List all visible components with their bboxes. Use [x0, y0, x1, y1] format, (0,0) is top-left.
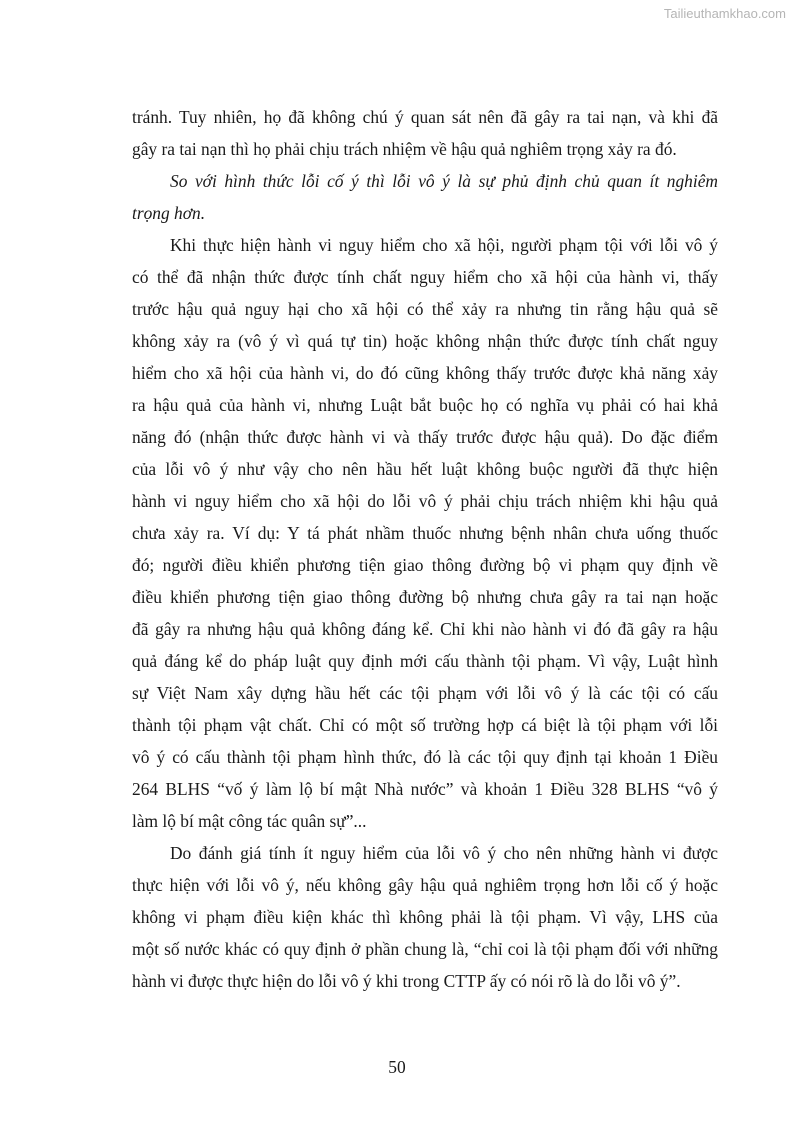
text-line: đã gây ra nhưng hậu quả không đáng kể. Chỉ khi nào hành vi đó đã gây ra hậu [132, 619, 718, 639]
text-line: Khi thực hiện hành vi nguy hiểm cho xã hội, người phạm tội với lỗi vô ý [170, 235, 718, 255]
text-line: điều khiển phương tiện giao thông đường bộ nhưng chưa gây ra tai nạn hoặc [132, 587, 718, 607]
text-line: So với hình thức lỗi cố ý thì lỗi vô ý là sự phủ định chủ quan ít nghiêm [170, 171, 718, 191]
watermark: Tailieuthamkhao.com [663, 6, 786, 21]
text-line: quả đáng kể do pháp luật quy định mới cấu thành tội phạm. Vì vậy, Luật hình [132, 651, 718, 671]
text-line: của lỗi vô ý như vậy cho nên hầu hết luật không buộc người đã thực hiện [132, 459, 718, 479]
text-line: trọng hơn. [132, 203, 206, 223]
paragraph [132, 837, 718, 997]
text-line: sự Việt Nam xây dựng hầu hết các tội phạm với lỗi vô ý là các tội có cấu [132, 683, 718, 703]
text-line: tránh. Tuy nhiên, họ đã không chú ý quan sát nên đã gây ra tai nạn, và khi đã [132, 107, 718, 127]
text-line: trước hậu quả nguy hại cho xã hội có thể xảy ra nhưng tin rằng hậu quả sẽ [132, 299, 718, 319]
text-line: một số nước khác có quy định ở phần chung là, “chỉ coi là tội phạm đối với những [132, 939, 718, 959]
text-line: 264 BLHS “vố ý làm lộ bí mật Nhà nước” và khoản 1 Điều 328 BLHS “vô ý [132, 779, 718, 799]
page-body [132, 101, 718, 997]
paragraph [132, 165, 718, 229]
paragraph [132, 101, 718, 165]
text-line: Do đánh giá tính ít nguy hiểm của lỗi vô ý cho nên những hành vi được [170, 843, 718, 863]
page-number: 50 [388, 1057, 406, 1077]
text-line: chưa xảy ra. Ví dụ: Y tá phát nhầm thuốc nhưng bệnh nhân chưa uống thuốc [132, 523, 718, 543]
text-line: gây ra tai nạn thì họ phải chịu trách nhiệm về hậu quả nghiêm trọng xảy ra đó. [132, 139, 677, 159]
text-line: thực hiện với lỗi vô ý, nếu không gây hậu quả nghiêm trọng hơn lỗi cố ý hoặc [132, 875, 718, 895]
text-line: vô ý có cấu thành tội phạm hình thức, đó là các tội quy định tại khoản 1 Điều [132, 747, 718, 767]
text-line: có thể đã nhận thức được tính chất nguy hiểm cho xã hội của hành vi, thấy [132, 267, 718, 287]
text-line: ra hậu quả của hành vi, nhưng Luật bắt buộc họ có nghĩa vụ phải có hai khả [132, 395, 718, 415]
text-line: không xảy ra (vô ý vì quá tự tin) hoặc không nhận thức được tính chất nguy [132, 331, 718, 351]
text-line: thành tội phạm vật chất. Chỉ có một số trường hợp cá biệt là tội phạm với lỗi [132, 715, 718, 735]
text-line: làm lộ bí mật công tác quân sự”... [132, 811, 367, 831]
text-line: không vi phạm điều kiện khác thì không phải là tội phạm. Vì vậy, LHS của [132, 907, 718, 927]
text-line: hiểm cho xã hội của hành vi, do đó cũng không thấy trước được khả năng xảy [132, 363, 718, 383]
text-line: năng đó (nhận thức được hành vi và thấy trước được hậu quả). Do đặc điểm [132, 427, 718, 447]
text-line: hành vi được thực hiện do lỗi vô ý khi trong CTTP ấy có nói rõ là do lỗi vô ý”. [132, 971, 681, 991]
text-line: đó; người điều khiển phương tiện giao thông đường bộ vi phạm quy định về [132, 555, 718, 575]
text-line: hành vi nguy hiểm cho xã hội do lỗi vô ý phải chịu trách nhiệm khi hậu quả [132, 491, 718, 511]
paragraph [132, 229, 718, 837]
